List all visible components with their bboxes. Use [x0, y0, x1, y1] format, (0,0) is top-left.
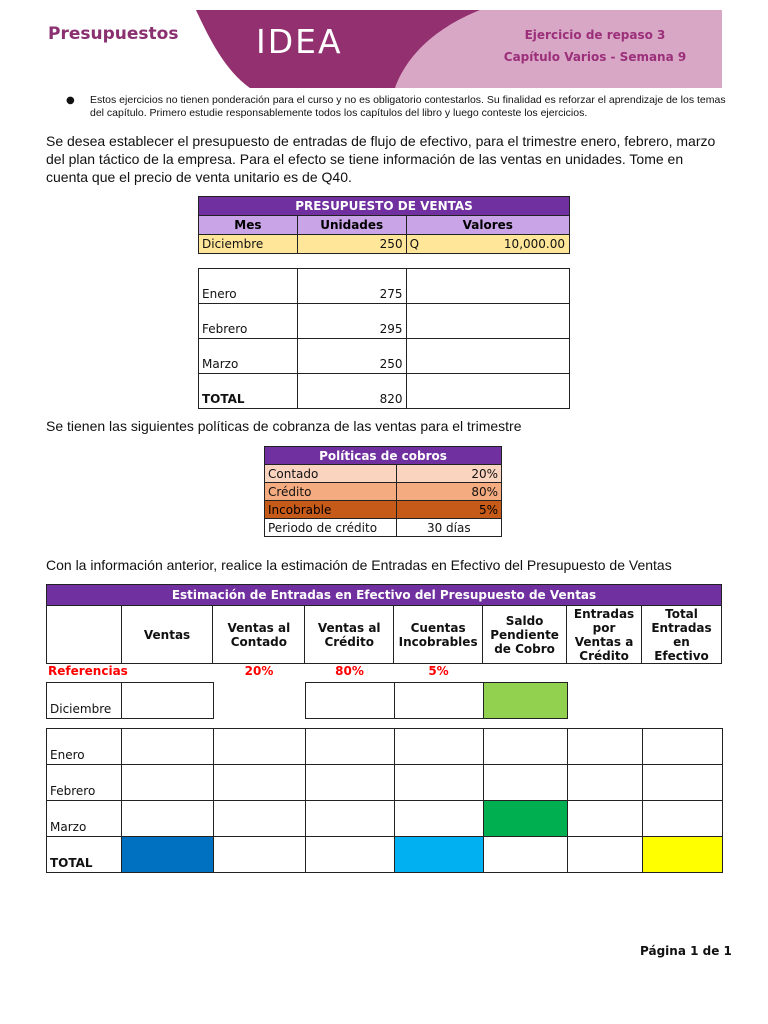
- total-value: [406, 374, 569, 409]
- policies-paragraph: Se tienen las siguientes políticas de cobranza de las ventas para el trimestre: [46, 418, 522, 434]
- table-row: [199, 304, 570, 339]
- table-row: [199, 374, 570, 409]
- page-number: Página 1 de 1: [640, 944, 732, 958]
- col-header-ventas-credito: Ventas al Crédito: [305, 606, 394, 664]
- total-incobrables-highlight: [395, 837, 484, 873]
- idea-logo: IDEA: [256, 22, 343, 61]
- col-header-ventas: Ventas: [121, 606, 213, 664]
- december-saldo-highlight: [484, 683, 568, 719]
- total-units: 820: [297, 374, 406, 409]
- table-row: [47, 765, 723, 801]
- table-row: [199, 339, 570, 374]
- col-header-blank: [47, 606, 122, 664]
- table-row: [265, 501, 502, 519]
- col-header-mes: Mes: [199, 216, 298, 235]
- references-label: Referencias: [48, 664, 128, 678]
- estimation-december-row: [46, 682, 568, 719]
- month-units: 275: [297, 269, 406, 304]
- row-label: Marzo: [47, 801, 122, 837]
- col-header-total-entradas: Total Entradas en Efectivo: [642, 606, 722, 664]
- policy-value: 5%: [396, 501, 501, 519]
- reference-credito: 80%: [335, 664, 364, 678]
- reference-incobrable: 5%: [428, 664, 449, 678]
- total-label: TOTAL: [199, 374, 298, 409]
- policies-title: Políticas de cobros: [265, 447, 502, 465]
- col-header-cuentas-incobrables: Cuentas Incobrables: [394, 606, 483, 664]
- sales-budget-table: [198, 196, 570, 254]
- policy-value: 30 días: [396, 519, 501, 537]
- total-row-label: TOTAL: [47, 837, 122, 873]
- table-row: [265, 483, 502, 501]
- sales-budget-title: PRESUPUESTO DE VENTAS: [199, 197, 570, 216]
- exercise-chapter: Capítulo Varios - Semana 9: [503, 50, 687, 64]
- month-units: 295: [297, 304, 406, 339]
- table-row: [265, 465, 502, 483]
- reference-contado: 20%: [244, 664, 274, 678]
- month-label: Febrero: [199, 304, 298, 339]
- currency-symbol: Q: [409, 237, 420, 251]
- row-label: Febrero: [47, 765, 122, 801]
- policy-label: Incobrable: [265, 501, 397, 519]
- estimation-paragraph: Con la información anterior, realice la estimación de Entradas en Efectivo del Presupuesto de Ventas: [46, 557, 672, 573]
- col-header-valores: Valores: [406, 216, 569, 235]
- policy-label: Periodo de crédito: [265, 519, 397, 537]
- december-credito: [306, 683, 395, 719]
- col-header-ventas-contado: Ventas al Contado: [213, 606, 305, 664]
- policies-table: [264, 446, 502, 537]
- month-value: [406, 269, 569, 304]
- estimation-title: Estimación de Entradas en Efectivo del Presupuesto de Ventas: [47, 585, 722, 606]
- december-value: [406, 235, 569, 254]
- table-row: [199, 269, 570, 304]
- table-row: [47, 837, 723, 873]
- month-value: [406, 304, 569, 339]
- total-ventas-highlight: [122, 837, 214, 873]
- table-row: [47, 683, 568, 719]
- table-row: [47, 801, 723, 837]
- december-month: Diciembre: [199, 235, 298, 254]
- december-amount: 10,000.00: [503, 237, 565, 251]
- december-contado-empty: [214, 683, 306, 719]
- december-ventas: [122, 683, 214, 719]
- month-label: Marzo: [199, 339, 298, 374]
- table-row: [265, 519, 502, 537]
- bullet-note: Estos ejercicios no tienen ponderación para el curso y no es obligatorio contestarlos. Su finalidad es reforzar el aprendizaje de los temas del capítulo. Primero estudie responsablemente todos los capítulos del libro y luego conteste los ejercicios.: [90, 94, 726, 119]
- intro-paragraph: Se desea establecer el presupuesto de entradas de flujo de efectivo, para el trimestre enero, febrero, marzo del plan táctico de la empresa. Para el efecto se tiene información de las ventas en unidades. Tome en cuenta que el precio de venta unitario es de Q40.: [46, 133, 716, 185]
- bullet-icon: ●: [66, 95, 75, 106]
- header-exercise-info: [470, 24, 720, 68]
- header-title: Presupuestos: [48, 24, 179, 44]
- col-header-unidades: Unidades: [297, 216, 406, 235]
- december-units: 250: [297, 235, 406, 254]
- sales-months-table: [198, 268, 570, 409]
- exercise-title: Ejercicio de repaso 3: [524, 28, 666, 42]
- col-header-saldo-pendiente: Saldo Pendiente de Cobro: [483, 606, 567, 664]
- policy-label: Contado: [265, 465, 397, 483]
- month-label: Enero: [199, 269, 298, 304]
- month-value: [406, 339, 569, 374]
- december-incobrable: [395, 683, 484, 719]
- policy-value: 20%: [396, 465, 501, 483]
- policy-value: 80%: [396, 483, 501, 501]
- month-units: 250: [297, 339, 406, 374]
- row-label: Enero: [47, 729, 122, 765]
- estimation-header-table: [46, 584, 722, 664]
- policy-label: Crédito: [265, 483, 397, 501]
- col-header-entradas-credito: Entradas por Ventas a Crédito: [567, 606, 642, 664]
- march-saldo-highlight: [484, 801, 568, 837]
- december-label: Diciembre: [47, 683, 122, 719]
- estimation-body-table: [46, 728, 723, 873]
- table-row: [47, 729, 723, 765]
- total-entradas-highlight: [643, 837, 723, 873]
